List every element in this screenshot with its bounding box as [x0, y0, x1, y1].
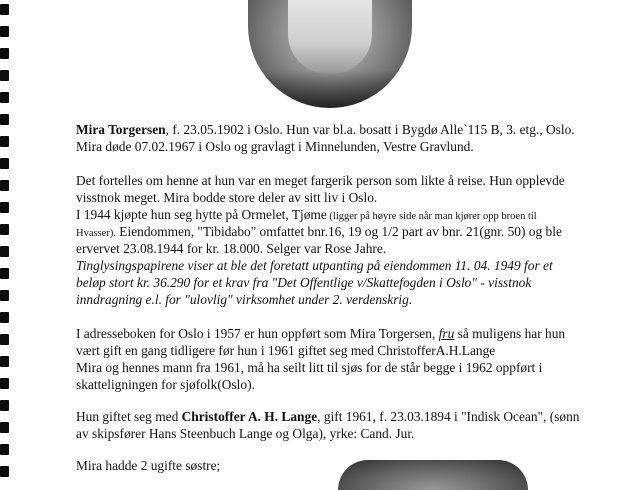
binding-hole — [0, 202, 9, 213]
photo-veil-detail — [288, 0, 372, 74]
binding-hole — [0, 180, 9, 191]
binding-hole — [0, 268, 9, 279]
binding-hole — [0, 136, 9, 147]
p3-line4: skatteligningen for sjøfolk(Oslo). — [76, 377, 255, 392]
p3-line1-text-a: I adresseboken for Oslo i 1957 er hun oppført som Mira Torgersen, — [76, 326, 439, 341]
person-name-mira: Mira Torgersen — [76, 122, 166, 137]
p2-line1: Det fortelles om henne at hun var en meget fargerik person som likte å reise. Hun opplevde — [76, 173, 565, 188]
p2-line7: beløp stort kr. 36.290 for et krav fra "Det Offentlige v/Skattefogden i Oslo" - visstnok — [76, 275, 532, 290]
p3-line2: vært gift en gang tidligere før hun i 1961 giftet seg med ChristofferA.H.Lange — [76, 343, 496, 358]
binding-hole — [0, 246, 9, 257]
binding-hole — [0, 356, 9, 367]
binding-hole — [0, 158, 9, 169]
person-name-christoffer: Christoffer A. H. Lange — [181, 409, 318, 424]
binding-hole — [0, 444, 9, 455]
binding-hole — [0, 26, 9, 37]
p4-line1 — [76, 409, 636, 425]
binding-hole — [0, 378, 9, 389]
spiral-binding — [0, 0, 16, 480]
p5-line1: Mira hadde 2 ugifte søstre; — [76, 458, 221, 473]
fru-underlined: fru — [438, 326, 455, 341]
p3-line1 — [76, 326, 636, 342]
binding-hole — [0, 48, 9, 59]
p3-line3: Mira og hennes mann fra 1961, må ha seilt litt til sjøs for de står begge i 1962 oppført i — [76, 360, 543, 375]
p2-line4 — [76, 224, 636, 242]
p4-line1-text-a: Hun giftet seg med — [76, 409, 182, 424]
binding-hole — [0, 224, 9, 235]
p2-line3-text: I 1944 kjøpte hun seg hytte på Ormelet, Tjøme — [76, 207, 327, 222]
binding-hole — [0, 70, 9, 81]
binding-hole — [0, 290, 9, 301]
p4-line2: av skipsfører Hans Steenbuch Lange og Olga), yrke: Cand. Jur. — [76, 426, 415, 441]
binding-hole — [0, 114, 9, 125]
binding-hole — [0, 334, 9, 345]
binding-hole — [0, 92, 9, 103]
photo-shade — [248, 70, 412, 108]
binding-hole — [0, 466, 9, 477]
binding-hole — [0, 4, 9, 15]
p2-line8: inndragning e.l. for "ulovlig" virksomhet under 2. verdenskrig. — [76, 292, 413, 307]
binding-hole — [0, 422, 9, 433]
p2-line5: ervervet 23.08.1944 for kr. 18.000. Selger var Rose Jahre. — [76, 241, 387, 256]
p1-line1-text: , f. 23.05.1902 i Oslo. Hun var bl.a. bosatt i Bygdø Alle`115 B, 3. etg., Oslo. — [165, 122, 575, 137]
p2-line4-note: Hvasser). — [76, 228, 116, 239]
p1-line1 — [76, 122, 636, 138]
p2-line3 — [76, 207, 636, 225]
p2-line2: visstnok meget. Mira bodde store deler av sitt liv i Oslo. — [76, 190, 378, 205]
binding-hole — [0, 400, 9, 411]
p1-line2: Mira døde 07.02.1967 i Oslo og gravlagt i Minnelunden, Vestre Gravlund. — [76, 139, 474, 154]
portrait-photo-bottom — [338, 460, 528, 490]
p3-line1-text-b: så muligens har hun — [454, 326, 566, 341]
p2-line6: Tinglysingspapirene viser at ble det foretatt utpanting på eiendommen 11. 04. 1949 for et — [76, 258, 553, 273]
binding-hole — [0, 312, 9, 323]
p2-line4-text: Eiendommen, "Tibidabo" omfattet bnr.16, 19 og 1/2 part av bnr. 21(gnr. 50) og ble — [115, 224, 562, 239]
portrait-photo-top — [248, 0, 412, 108]
p4-line1-text-b: , gift 1961, f. 23.03.1894 i "Indisk Ocean", (sønn — [317, 409, 580, 424]
p2-line3-note: (ligger på høyre side når man kjører opp broen til — [326, 211, 537, 222]
